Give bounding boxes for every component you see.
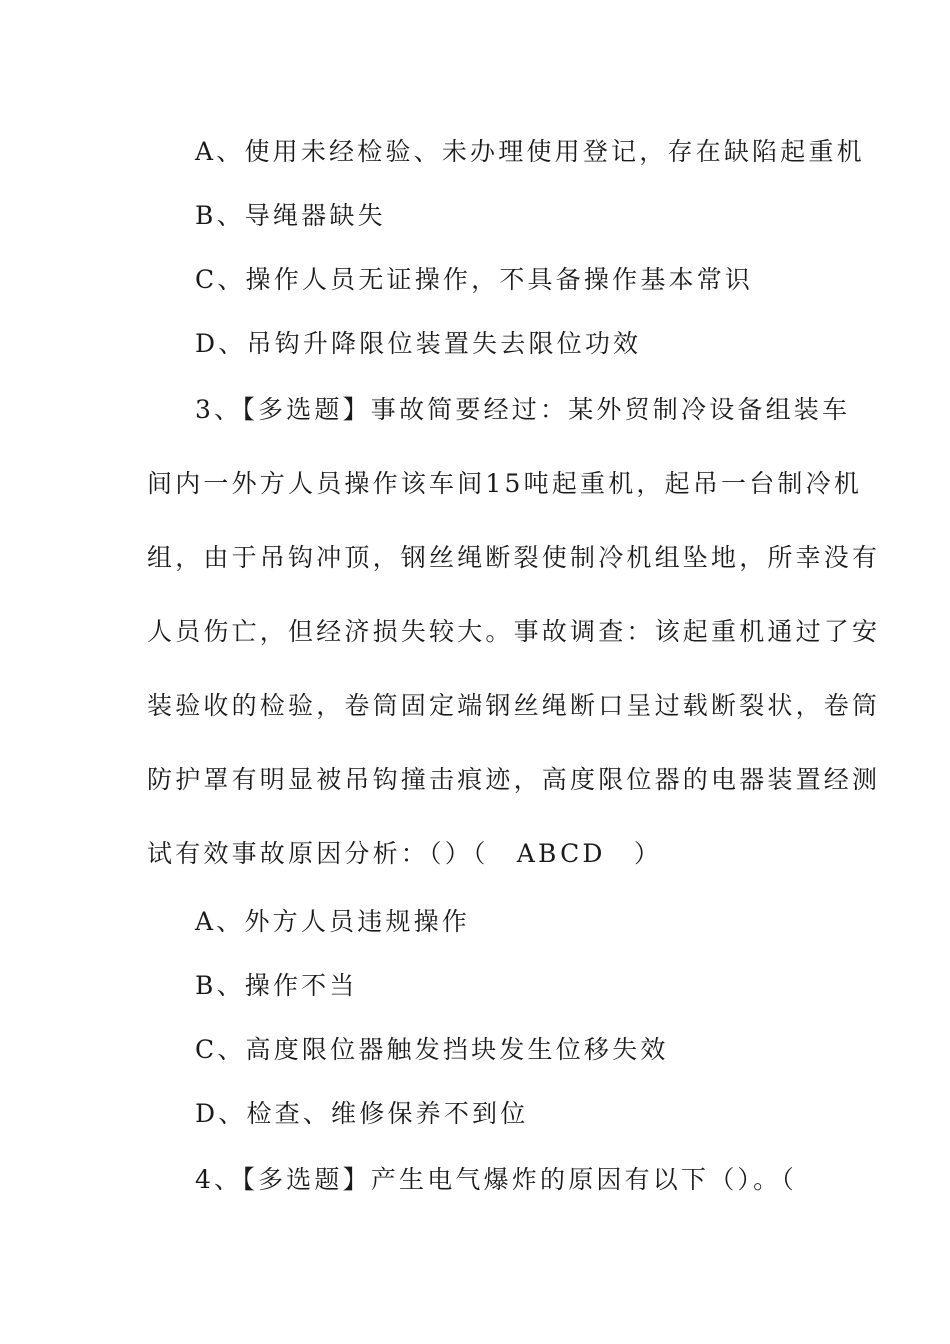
question-3-option-a: A、外方人员违规操作 — [195, 907, 471, 936]
question-3-line-5: 装验收的检验，卷筒固定端钢丝绳断口呈过载断裂状，卷筒 — [147, 691, 881, 720]
option-a: A、使用未经检验、未办理使用登记，存在缺陷起重机 — [195, 137, 865, 166]
option-d: D、吊钩升降限位装置失去限位功效 — [195, 329, 642, 358]
question-3-line-4: 人员伤亡，但经济损失较大。事故调查：该起重机通过了安 — [147, 617, 881, 646]
question-3-line-7: 试有效事故原因分析：（）（ ABCD ） — [147, 839, 663, 868]
question-3-line-6: 防护罩有明显被吊钩撞击痕迹，高度限位器的电器装置经测 — [147, 765, 881, 794]
question-3-option-d: D、检查、维修保养不到位 — [195, 1099, 529, 1128]
question-3-option-c: C、高度限位器触发挡块发生位移失效 — [195, 1035, 669, 1064]
option-b: B、导绳器缺失 — [195, 201, 386, 230]
question-3-line-1: 3、【多选题】事故简要经过：某外贸制冷设备组装车 — [195, 395, 851, 424]
question-3-line-3: 组，由于吊钩冲顶，钢丝绳断裂使制冷机组坠地，所幸没有 — [147, 543, 881, 572]
question-4-line-1: 4、【多选题】产生电气爆炸的原因有以下（）。（ — [195, 1165, 798, 1194]
question-3-option-b: B、操作不当 — [195, 971, 358, 1000]
question-3-line-2: 间内一外方人员操作该车间15吨起重机，起吊一台制冷机 — [147, 469, 863, 498]
option-c: C、操作人员无证操作，不具备操作基本常识 — [195, 265, 754, 294]
